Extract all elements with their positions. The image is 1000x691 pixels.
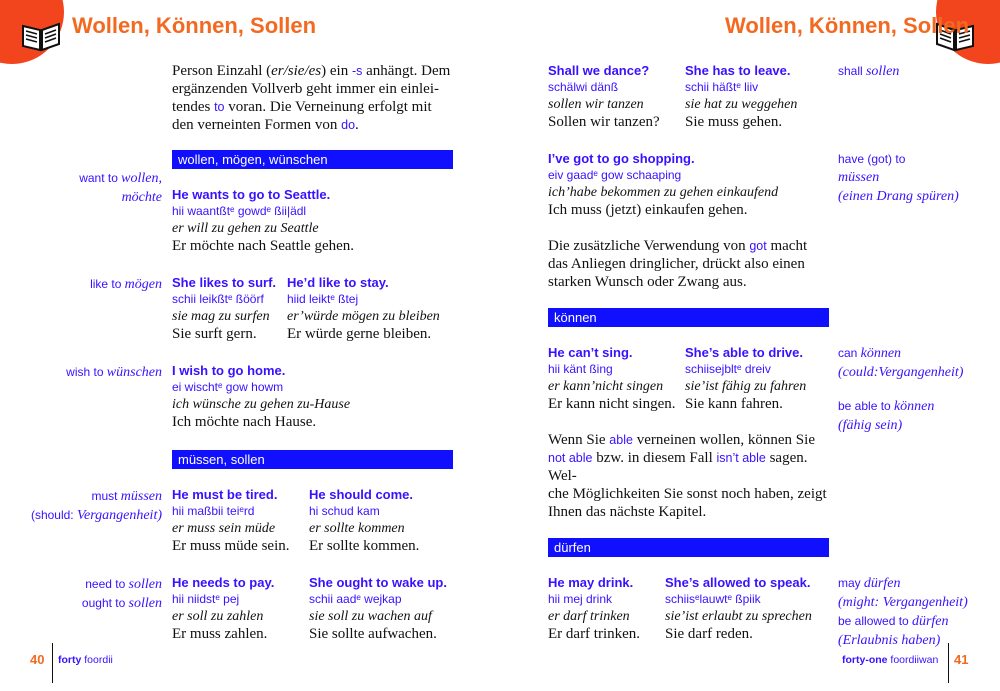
section-bar-wollen: wollen, mögen, wünschen — [172, 150, 453, 169]
example-shopping: I’ve got to go shopping. eiv gaadᵉ gow schaaping ich’habe bekommen zu gehen einkaufend Ich muss (jetzt) einkaufen gehen. — [548, 151, 779, 218]
side-note-have-got: have (got) to müssen (einen Drang spüren) — [838, 152, 959, 204]
example-sing: He can’t sing. hii känt ßing er kann’nicht singen Er kann nicht singen. — [548, 345, 676, 412]
side-note-must: must müssen (should: Vergangenheit) — [30, 489, 162, 523]
side-note-like: like to mögen — [90, 277, 162, 292]
example-drink: He may drink. hii mej drink er darf trinken Er darf trinken. — [548, 575, 641, 642]
got-paragraph: Die zusätzliche Verwendung von got macht das Anliegen dringlicher, drückt also einen starken Wunsch oder Zwang aus. — [548, 238, 808, 290]
example-pay: He needs to pay. hii niidstᵉ pej er soll zu zahlen Er muss zahlen. — [172, 575, 275, 642]
example-seattle: He wants to go to Seattle. hii waantßtᵉ gowdᵉ ßii|ädl er will zu gehen zu Seattle Er möchte nach Seattle gehen. — [172, 187, 355, 254]
book-icon — [20, 18, 62, 52]
example-stay: He’d like to stay. hiid leiktᵉ ßtej er’würde mögen zu bleiben Er würde gerne bleiben. — [287, 275, 440, 342]
section-bar-koennen: können — [548, 308, 829, 327]
able-paragraph: Wenn Sie able verneinen wollen, können Sie not able bzw. in diesem Fall isn’t able sagen. Wel- che Möglichkeiten Sie sonst noch haben, zeigt Ihnen das nächste Kapitel. — [548, 432, 827, 520]
side-note-may: may dürfen (might: Vergangenheit) be allowed to dürfen (Erlaubnis haben) — [838, 576, 968, 648]
example-come: He should come. hi schud kam er sollte kommen Er sollte kommen. — [309, 487, 420, 554]
example-dance: Shall we dance? schälwi dänß sollen wir tanzen Sollen wir tanzen? — [548, 63, 660, 130]
example-speak: She’s allowed to speak. schiisᵉlauwtᵉ ßpiik sie’ist erlaubt zu sprechen Sie darf reden. — [665, 575, 812, 642]
section-bar-duerfen: dürfen — [548, 538, 829, 557]
page-word-left: forty foordii — [58, 654, 113, 666]
footer-divider-left — [52, 643, 53, 683]
side-note-need: need to sollen ought to sollen — [81, 577, 162, 611]
example-wake: She ought to wake up. schii aadᵉ wejkap sie soll zu wachen auf Sie sollte aufwachen. — [309, 575, 447, 642]
example-home: I wish to go home. ei wischtᵉ gow howm ich wünsche zu gehen zu-Hause Ich möchte nach Hause. — [172, 363, 351, 430]
page-title-right: Wollen, Können, Sollen — [725, 13, 970, 38]
example-leave: She has to leave. schii häßtᵉ liiv sie hat zu weggehen Sie muss gehen. — [685, 63, 798, 130]
intro-paragraph: Person Einzahl (er/sie/es) ein -s anhängt. Dem ergänzenden Vollverb geht immer ein einlei- tendes to voran. Die Verneinung erfolgt mit den verneinten Formen von do. — [172, 63, 451, 133]
page-number-left: 40 — [30, 652, 45, 667]
page-number-right: 41 — [954, 652, 969, 667]
side-note-shall: shall sollen — [838, 64, 900, 79]
side-note-want: want to wollen, möchte — [79, 171, 162, 205]
footer-divider-right — [948, 643, 949, 683]
example-tired: He must be tired. hii maßbii teiᵉrd er muss sein müde Er muss müde sein. — [172, 487, 290, 554]
side-note-be-able: be able to können (fähig sein) — [838, 399, 935, 433]
side-note-can: can können (could:Vergangenheit) — [838, 346, 964, 380]
example-drive: She’s able to drive. schiisejbltᵉ dreiv sie’ist fähig zu fahren Sie kann fahren. — [685, 345, 807, 412]
example-surf: She likes to surf. schii leikßtᵉ ßöörf sie mag zu surfen Sie surft gern. — [172, 275, 277, 342]
page-title-left: Wollen, Können, Sollen — [72, 13, 317, 38]
page-word-right: forty-one foordiiwan — [842, 654, 939, 666]
section-bar-muessen: müssen, sollen — [172, 450, 453, 469]
side-note-wish: wish to wünschen — [66, 365, 162, 380]
